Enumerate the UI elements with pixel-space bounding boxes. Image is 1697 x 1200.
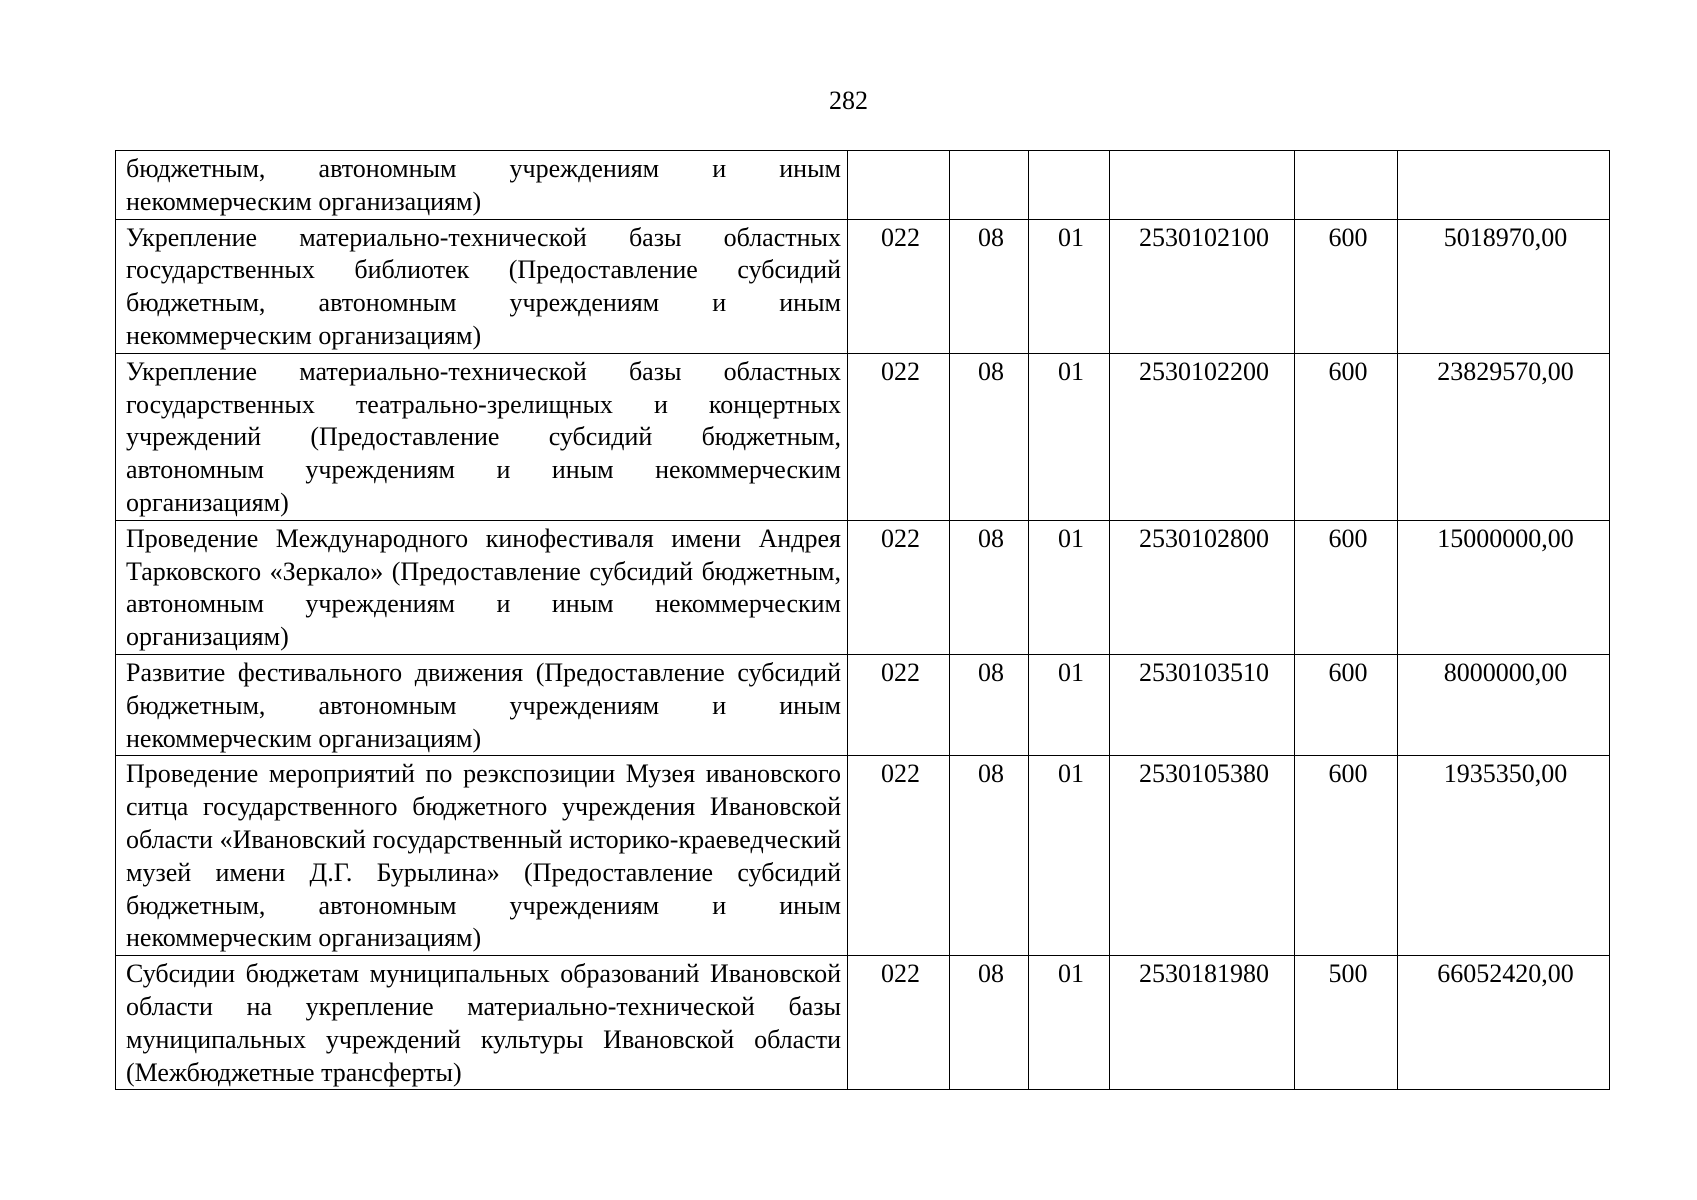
item-name: Укрепление материально-технической базы областных государственных театрально-зрелищных и концертных учреждений (Предоставление субсидий бюджетным, автономным учреждениям и иным некоммерческим организациям)	[116, 353, 848, 520]
ministry-code: 022	[848, 520, 950, 654]
amount: 5018970,00	[1398, 219, 1610, 353]
ministry-code: 022	[848, 219, 950, 353]
amount: 8000000,00	[1398, 654, 1610, 755]
ministry-code: 022	[848, 756, 950, 956]
section-code: 08	[950, 654, 1029, 755]
section-code	[950, 151, 1029, 220]
section-code: 08	[950, 353, 1029, 520]
item-name: Субсидии бюджетам муниципальных образований Ивановской области на укрепление материально-технической базы муниципальных учреждений культуры Ивановской области (Межбюджетные трансферты)	[116, 956, 848, 1090]
target-article-code: 2530102200	[1110, 353, 1295, 520]
target-article-code: 2530105380	[1110, 756, 1295, 956]
amount	[1398, 151, 1610, 220]
subsection-code: 01	[1029, 520, 1110, 654]
table-row	[116, 756, 1610, 956]
section-code: 08	[950, 756, 1029, 956]
subsection-code: 01	[1029, 956, 1110, 1090]
subsection-code: 01	[1029, 219, 1110, 353]
ministry-code: 022	[848, 654, 950, 755]
amount: 66052420,00	[1398, 956, 1610, 1090]
subsection-code	[1029, 151, 1110, 220]
table-row	[116, 219, 1610, 353]
section-code: 08	[950, 956, 1029, 1090]
subsection-code: 01	[1029, 654, 1110, 755]
item-name: Проведение мероприятий по реэкспозиции Музея ивановского ситца государственного бюджетного учреждения Ивановской области «Ивановский государственный историко-краеведческий музей имени Д.Г. Бурылина» (Предоставление субсидий бюджетным, автономным учреждениям и иным некоммерческим организациям)	[116, 756, 848, 956]
table-row	[116, 520, 1610, 654]
ministry-code	[848, 151, 950, 220]
subsection-code: 01	[1029, 353, 1110, 520]
item-name: Укрепление материально-технической базы областных государственных библиотек (Предоставление субсидий бюджетным, автономным учреждениям и иным некоммерческим организациям)	[116, 219, 848, 353]
target-article-code: 2530102800	[1110, 520, 1295, 654]
page-number: 282	[829, 86, 868, 115]
table-row	[116, 956, 1610, 1090]
table-row	[116, 151, 1610, 220]
section-code: 08	[950, 520, 1029, 654]
table-row	[116, 353, 1610, 520]
expense-type-code: 600	[1295, 219, 1398, 353]
ministry-code: 022	[848, 956, 950, 1090]
table-row	[116, 654, 1610, 755]
target-article-code: 2530103510	[1110, 654, 1295, 755]
expense-type-code	[1295, 151, 1398, 220]
expense-type-code: 600	[1295, 654, 1398, 755]
amount: 1935350,00	[1398, 756, 1610, 956]
item-name: Развитие фестивального движения (Предоставление субсидий бюджетным, автономным учреждениям и иным некоммерческим организациям)	[116, 654, 848, 755]
expense-type-code: 600	[1295, 353, 1398, 520]
item-name: бюджетным, автономным учреждениям и иным некоммерческим организациям)	[116, 151, 848, 220]
ministry-code: 022	[848, 353, 950, 520]
amount: 23829570,00	[1398, 353, 1610, 520]
expense-type-code: 500	[1295, 956, 1398, 1090]
item-name: Проведение Международного кинофестиваля имени Андрея Тарковского «Зеркало» (Предоставление субсидий бюджетным, автономным учреждениям и иным некоммерческим организациям)	[116, 520, 848, 654]
expense-type-code: 600	[1295, 756, 1398, 956]
amount: 15000000,00	[1398, 520, 1610, 654]
target-article-code: 2530102100	[1110, 219, 1295, 353]
budget-table	[115, 150, 1610, 1090]
subsection-code: 01	[1029, 756, 1110, 956]
target-article-code: 2530181980	[1110, 956, 1295, 1090]
expense-type-code: 600	[1295, 520, 1398, 654]
section-code: 08	[950, 219, 1029, 353]
target-article-code	[1110, 151, 1295, 220]
